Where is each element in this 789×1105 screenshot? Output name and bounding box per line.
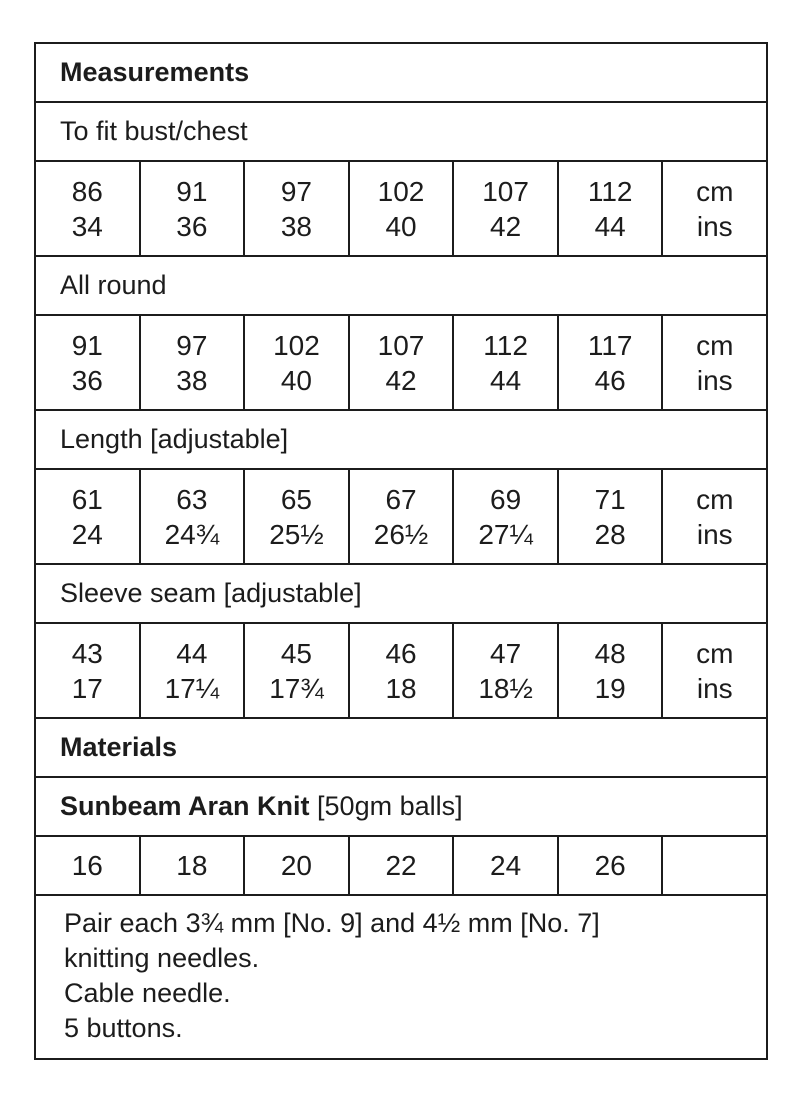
ball-count-cell bbox=[663, 837, 766, 894]
ins-value: 36 bbox=[176, 210, 208, 242]
yarn-name: Sunbeam Aran Knit bbox=[60, 791, 310, 821]
cm-value: 102 bbox=[377, 175, 425, 207]
unit-ins: ins bbox=[696, 518, 733, 550]
ins-value: 40 bbox=[280, 364, 313, 396]
measurements-table bbox=[34, 42, 768, 1060]
cm-value: 44 bbox=[176, 637, 208, 669]
section-label-all-round bbox=[36, 257, 766, 316]
size-row-all-round bbox=[36, 316, 766, 411]
unit-cm: cm bbox=[696, 329, 734, 361]
ball-count-cell bbox=[245, 837, 350, 894]
measurements-heading bbox=[36, 44, 766, 103]
cm-value: 67 bbox=[385, 483, 417, 515]
ball-count: 16 bbox=[71, 850, 103, 881]
ins-value: 38 bbox=[280, 210, 313, 242]
size-cell bbox=[141, 162, 246, 255]
ins-value: 17¾ bbox=[269, 672, 324, 704]
unit-ins: ins bbox=[696, 672, 733, 704]
ball-count: 20 bbox=[280, 850, 313, 881]
cm-value: 69 bbox=[490, 483, 522, 515]
cm-value: 47 bbox=[490, 637, 522, 669]
notes-line: 5 buttons. bbox=[64, 1013, 183, 1043]
section-label: To fit bust/chest bbox=[60, 116, 248, 146]
unit-cell bbox=[663, 162, 766, 255]
size-cell bbox=[350, 624, 455, 717]
ball-count-cell bbox=[559, 837, 664, 894]
cm-value: 117 bbox=[587, 329, 633, 361]
ins-value: 28 bbox=[594, 518, 626, 550]
size-cell bbox=[245, 162, 350, 255]
materials-notes bbox=[36, 896, 766, 1058]
size-cell bbox=[36, 470, 141, 563]
notes-line: Cable needle. bbox=[64, 978, 231, 1008]
yarn-quantity-row bbox=[36, 837, 766, 896]
size-cell bbox=[141, 624, 246, 717]
materials-heading bbox=[36, 719, 766, 778]
ins-value: 18½ bbox=[478, 672, 533, 704]
cm-value: 97 bbox=[176, 329, 208, 361]
cm-value: 48 bbox=[594, 637, 626, 669]
cm-value: 97 bbox=[280, 175, 313, 207]
cm-value: 61 bbox=[71, 483, 103, 515]
unit-cm: cm bbox=[696, 175, 734, 207]
size-cell bbox=[350, 470, 455, 563]
section-label: Sleeve seam [adjustable] bbox=[60, 578, 362, 608]
size-cell bbox=[454, 162, 559, 255]
yarn-unit: [50gm balls] bbox=[309, 791, 463, 821]
size-cell bbox=[559, 470, 664, 563]
notes-line: knitting needles. bbox=[64, 943, 260, 973]
cm-value: 43 bbox=[71, 637, 103, 669]
section-label-sleeve-seam bbox=[36, 565, 766, 624]
cm-value: 45 bbox=[280, 637, 313, 669]
size-cell bbox=[559, 162, 664, 255]
unit-ins: ins bbox=[696, 364, 733, 396]
size-cell bbox=[245, 316, 350, 409]
section-label: All round bbox=[60, 270, 167, 300]
section-label-length bbox=[36, 411, 766, 470]
size-row-sleeve-seam bbox=[36, 624, 766, 719]
cm-value: 91 bbox=[71, 329, 103, 361]
cm-value: 107 bbox=[377, 329, 425, 361]
size-cell bbox=[245, 470, 350, 563]
ins-value: 42 bbox=[490, 210, 522, 242]
ball-count: 26 bbox=[594, 850, 626, 881]
cm-value: 86 bbox=[71, 175, 103, 207]
ins-value: 40 bbox=[385, 210, 417, 242]
ins-value: 24 bbox=[71, 518, 103, 550]
section-label-bust-chest bbox=[36, 103, 766, 162]
unit-cm: cm bbox=[696, 637, 734, 669]
unit-ins: ins bbox=[696, 210, 733, 242]
ins-value: 44 bbox=[594, 210, 626, 242]
unit-cell bbox=[663, 624, 766, 717]
size-cell bbox=[559, 316, 664, 409]
cm-value: 91 bbox=[176, 175, 208, 207]
measurements-heading-text: Measurements bbox=[60, 57, 250, 87]
size-row-length bbox=[36, 470, 766, 565]
ins-value: 27¼ bbox=[478, 518, 533, 550]
size-cell bbox=[141, 316, 246, 409]
ball-count-cell bbox=[36, 837, 141, 894]
size-cell bbox=[454, 624, 559, 717]
size-cell bbox=[141, 470, 246, 563]
ball-count: 24 bbox=[490, 850, 522, 881]
size-cell bbox=[36, 316, 141, 409]
unit-cm: cm bbox=[696, 483, 734, 515]
size-cell bbox=[36, 162, 141, 255]
size-cell bbox=[350, 162, 455, 255]
ball-count-cell bbox=[454, 837, 559, 894]
notes-line: Pair each 3¾ mm [No. 9] and 4½ mm [No. 7] bbox=[64, 908, 600, 938]
ball-count-cell bbox=[141, 837, 246, 894]
size-row-bust-chest bbox=[36, 162, 766, 257]
cm-value: 107 bbox=[482, 175, 529, 207]
ins-value: 36 bbox=[71, 364, 103, 396]
section-label: Length [adjustable] bbox=[60, 424, 289, 454]
materials-heading-text: Materials bbox=[60, 732, 178, 762]
ball-count-cell bbox=[350, 837, 455, 894]
cm-value: 112 bbox=[483, 329, 528, 361]
size-cell bbox=[350, 316, 455, 409]
size-cell bbox=[559, 624, 664, 717]
ins-value: 34 bbox=[71, 210, 103, 242]
cm-value: 65 bbox=[280, 483, 313, 515]
ins-value: 42 bbox=[385, 364, 417, 396]
ins-value: 25½ bbox=[269, 518, 324, 550]
size-cell bbox=[454, 316, 559, 409]
ins-value: 19 bbox=[594, 672, 626, 704]
size-cell bbox=[245, 624, 350, 717]
cm-value: 63 bbox=[176, 483, 208, 515]
unit-cell bbox=[663, 316, 766, 409]
ball-count: 22 bbox=[385, 850, 417, 881]
ins-value: 24¾ bbox=[164, 518, 220, 550]
ins-value: 38 bbox=[176, 364, 208, 396]
yarn-row bbox=[36, 778, 766, 837]
cm-value: 71 bbox=[594, 483, 626, 515]
ball-count: 18 bbox=[176, 850, 208, 881]
ins-value: 17 bbox=[71, 672, 103, 704]
unit-cell bbox=[663, 470, 766, 563]
size-cell bbox=[454, 470, 559, 563]
size-cell bbox=[36, 624, 141, 717]
cm-value: 46 bbox=[385, 637, 417, 669]
cm-value: 112 bbox=[587, 175, 633, 207]
ins-value: 26½ bbox=[373, 518, 429, 550]
ins-value: 46 bbox=[594, 364, 626, 396]
ins-value: 18 bbox=[385, 672, 417, 704]
ins-value: 17¼ bbox=[164, 672, 220, 704]
ins-value: 44 bbox=[490, 364, 522, 396]
cm-value: 102 bbox=[273, 329, 320, 361]
